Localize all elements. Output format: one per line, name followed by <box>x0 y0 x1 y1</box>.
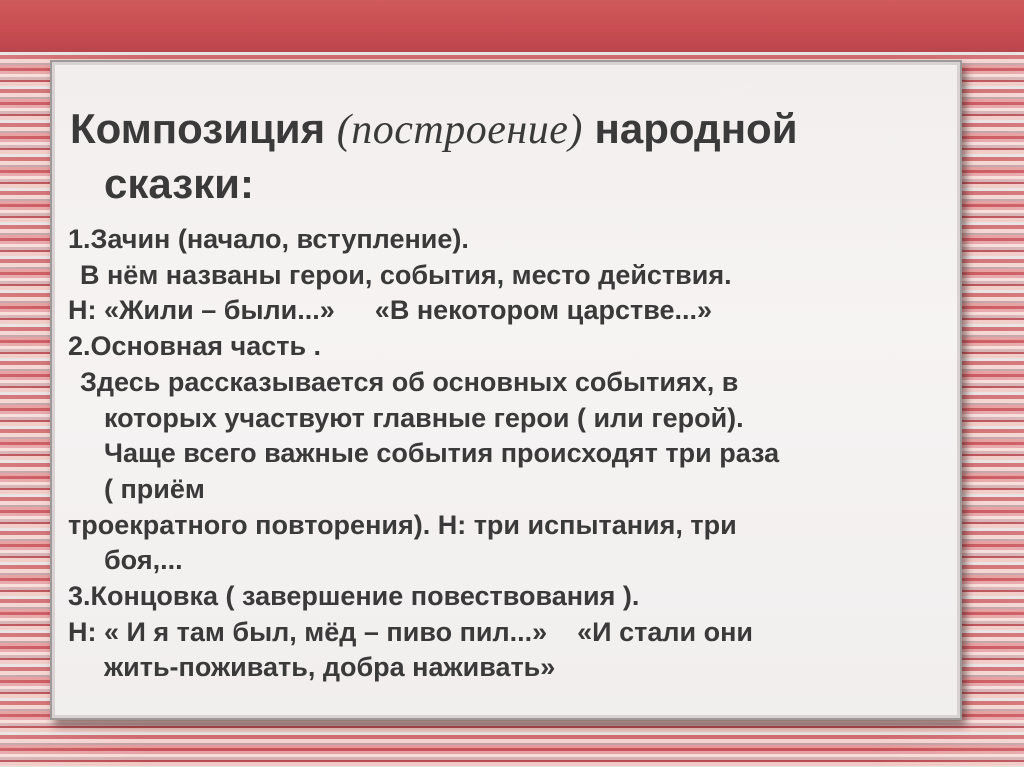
slide-title <box>70 102 950 211</box>
body-line-1: 1.Зачин (начало, вступление). <box>68 224 469 254</box>
slide-body <box>68 222 958 686</box>
body-line-7: Чаще всего важные события происходят три раза <box>104 438 780 469</box>
example-kontsovka-2: «И стали они <box>577 616 753 647</box>
body-line-11: 3.Концовка ( завершение повествования ). <box>68 581 640 612</box>
body-line-2: В нём названы герои, события, место действия. <box>80 259 732 290</box>
body-line-9: троекратного повторения). Н: три испытания, три <box>68 509 737 540</box>
example-kontsovka-1: Н: « И я там был, мёд – пиво пил...» <box>68 616 548 647</box>
body-line-10: боя,... <box>104 545 183 576</box>
body-line-4: 2.Основная часть . <box>68 331 322 362</box>
example-zachin-1: Н: «Жили – были...» <box>68 295 335 326</box>
title-part-2: народной <box>582 105 798 152</box>
home-link[interactable]: На главную <box>676 80 757 97</box>
body-line-5: Здесь рассказывается об основных событиях, в <box>80 366 739 397</box>
body-line-3 <box>68 293 958 329</box>
top-color-band <box>0 0 1024 52</box>
body-line-12 <box>68 615 958 651</box>
title-part-1: Композиция <box>70 105 337 152</box>
body-line-6: которых участвуют главные герои ( или герой). <box>104 402 744 433</box>
body-line-13: жить-поживать, добра наживать» <box>104 652 556 683</box>
title-line-2: сказки: <box>104 160 254 207</box>
body-line-8: ( приём <box>104 473 205 504</box>
example-zachin-2: «В некотором царстве...» <box>374 295 713 326</box>
title-parenthetical: (построение) <box>336 107 583 153</box>
